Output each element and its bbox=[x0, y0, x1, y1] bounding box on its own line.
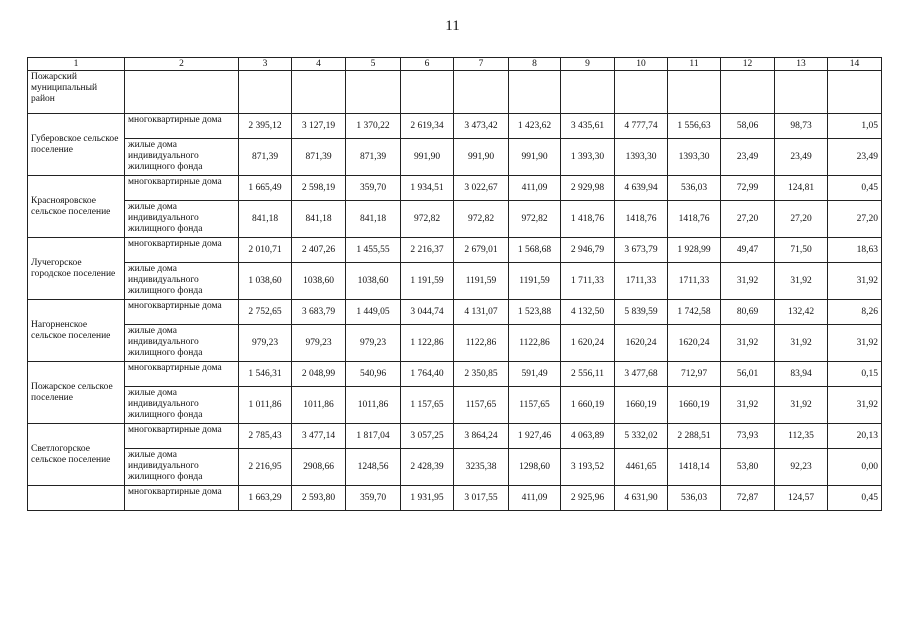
value-cell: 1 927,46 bbox=[509, 424, 561, 449]
value-cell: 23,49 bbox=[721, 139, 775, 176]
table-row bbox=[28, 387, 882, 424]
value-cell: 979,23 bbox=[239, 325, 292, 362]
value-cell: 1248,56 bbox=[346, 449, 401, 486]
value-cell: 1 038,60 bbox=[239, 263, 292, 300]
value-cell: 1011,86 bbox=[346, 387, 401, 424]
value-cell: 31,92 bbox=[721, 325, 775, 362]
table-row bbox=[28, 449, 882, 486]
value-cell: 53,80 bbox=[721, 449, 775, 486]
value-cell: 1620,24 bbox=[668, 325, 721, 362]
value-cell: 841,18 bbox=[292, 201, 346, 238]
value-cell: 0,00 bbox=[828, 449, 882, 486]
housing-type-cell: жилые дома индивидуального жилищного фонда bbox=[125, 325, 239, 362]
column-header: 10 bbox=[615, 58, 668, 71]
table-row bbox=[28, 263, 882, 300]
value-cell: 2 785,43 bbox=[239, 424, 292, 449]
value-cell: 1660,19 bbox=[615, 387, 668, 424]
value-cell: 1 931,95 bbox=[401, 486, 454, 511]
settlement-name-cell: Светлогорское сельское поселение bbox=[28, 424, 125, 486]
value-cell: 1418,76 bbox=[668, 201, 721, 238]
value-cell: 979,23 bbox=[292, 325, 346, 362]
value-cell: 871,39 bbox=[239, 139, 292, 176]
value-cell: 2 216,95 bbox=[239, 449, 292, 486]
value-cell: 1038,60 bbox=[346, 263, 401, 300]
value-cell: 359,70 bbox=[346, 486, 401, 511]
value-cell: 1 817,04 bbox=[346, 424, 401, 449]
value-cell: 991,90 bbox=[401, 139, 454, 176]
value-cell: 1,05 bbox=[828, 114, 882, 139]
value-cell: 1191,59 bbox=[454, 263, 509, 300]
value-cell: 2 679,01 bbox=[454, 238, 509, 263]
value-cell: 712,97 bbox=[668, 362, 721, 387]
column-header: 13 bbox=[775, 58, 828, 71]
value-cell: 3 473,42 bbox=[454, 114, 509, 139]
value-cell: 3 127,19 bbox=[292, 114, 346, 139]
value-cell: 3 673,79 bbox=[615, 238, 668, 263]
value-cell: 31,92 bbox=[828, 263, 882, 300]
value-cell: 3 683,79 bbox=[292, 300, 346, 325]
value-cell: 536,03 bbox=[668, 176, 721, 201]
district-cell: Пожарский муниципальный район bbox=[28, 71, 125, 114]
column-header: 11 bbox=[668, 58, 721, 71]
value-cell: 1298,60 bbox=[509, 449, 561, 486]
value-cell: 3 022,67 bbox=[454, 176, 509, 201]
table-row bbox=[28, 424, 882, 449]
value-cell: 3 477,14 bbox=[292, 424, 346, 449]
value-cell: 31,92 bbox=[775, 387, 828, 424]
value-cell: 2 929,98 bbox=[561, 176, 615, 201]
value-cell: 3 057,25 bbox=[401, 424, 454, 449]
value-cell: 72,99 bbox=[721, 176, 775, 201]
value-cell: 540,96 bbox=[346, 362, 401, 387]
value-cell: 1 455,55 bbox=[346, 238, 401, 263]
value-cell: 841,18 bbox=[239, 201, 292, 238]
value-cell: 1 620,24 bbox=[561, 325, 615, 362]
value-cell: 73,93 bbox=[721, 424, 775, 449]
column-header: 8 bbox=[509, 58, 561, 71]
value-cell: 80,69 bbox=[721, 300, 775, 325]
value-cell: 2 428,39 bbox=[401, 449, 454, 486]
value-cell: 2908,66 bbox=[292, 449, 346, 486]
value-cell: 591,49 bbox=[509, 362, 561, 387]
value-cell: 2 925,96 bbox=[561, 486, 615, 511]
value-cell: 1 711,33 bbox=[561, 263, 615, 300]
housing-type-cell: жилые дома индивидуального жилищного фонда bbox=[125, 449, 239, 486]
value-cell: 8,26 bbox=[828, 300, 882, 325]
table-row bbox=[28, 201, 882, 238]
value-cell: 124,57 bbox=[775, 486, 828, 511]
value-cell: 991,90 bbox=[454, 139, 509, 176]
value-cell: 3 044,74 bbox=[401, 300, 454, 325]
value-cell: 1 663,29 bbox=[239, 486, 292, 511]
value-cell: 2 350,85 bbox=[454, 362, 509, 387]
value-cell: 1 546,31 bbox=[239, 362, 292, 387]
value-cell: 132,42 bbox=[775, 300, 828, 325]
value-cell: 359,70 bbox=[346, 176, 401, 201]
housing-type-cell: многоквартирные дома bbox=[125, 486, 239, 511]
housing-type-cell: многоквартирные дома bbox=[125, 176, 239, 201]
settlement-name-cell: Губеровское сельское поселение bbox=[28, 114, 125, 176]
value-cell: 1 011,86 bbox=[239, 387, 292, 424]
value-cell: 1191,59 bbox=[509, 263, 561, 300]
value-cell: 0,45 bbox=[828, 176, 882, 201]
housing-type-cell: многоквартирные дома bbox=[125, 424, 239, 449]
value-cell: 3235,38 bbox=[454, 449, 509, 486]
column-header: 3 bbox=[239, 58, 292, 71]
housing-type-cell: жилые дома индивидуального жилищного фонда bbox=[125, 387, 239, 424]
value-cell: 4 131,07 bbox=[454, 300, 509, 325]
value-cell: 27,20 bbox=[721, 201, 775, 238]
table-row bbox=[28, 362, 882, 387]
value-cell: 1 418,76 bbox=[561, 201, 615, 238]
settlement-name-cell: Лучегорское городское поселение bbox=[28, 238, 125, 300]
value-cell: 1 742,58 bbox=[668, 300, 721, 325]
settlement-name-cell: Краснояровское сельское поселение bbox=[28, 176, 125, 238]
value-cell: 3 193,52 bbox=[561, 449, 615, 486]
value-cell: 31,92 bbox=[828, 325, 882, 362]
value-cell: 411,09 bbox=[509, 486, 561, 511]
value-cell: 1 665,49 bbox=[239, 176, 292, 201]
housing-type-cell: жилые дома индивидуального жилищного фонда bbox=[125, 263, 239, 300]
value-cell: 1 523,88 bbox=[509, 300, 561, 325]
value-cell: 31,92 bbox=[721, 387, 775, 424]
value-cell: 27,20 bbox=[828, 201, 882, 238]
value-cell: 1620,24 bbox=[615, 325, 668, 362]
value-cell: 71,50 bbox=[775, 238, 828, 263]
value-cell: 1 157,65 bbox=[401, 387, 454, 424]
value-cell: 23,49 bbox=[828, 139, 882, 176]
value-cell: 31,92 bbox=[721, 263, 775, 300]
value-cell: 991,90 bbox=[509, 139, 561, 176]
value-cell: 2 216,37 bbox=[401, 238, 454, 263]
table-row bbox=[28, 300, 882, 325]
page-number: 11 bbox=[445, 18, 460, 34]
value-cell: 972,82 bbox=[454, 201, 509, 238]
value-cell: 411,09 bbox=[509, 176, 561, 201]
column-header: 2 bbox=[125, 58, 239, 71]
value-cell: 1711,33 bbox=[668, 263, 721, 300]
value-cell: 4 132,50 bbox=[561, 300, 615, 325]
housing-type-cell: многоквартирные дома bbox=[125, 300, 239, 325]
value-cell: 1 370,22 bbox=[346, 114, 401, 139]
value-cell: 979,23 bbox=[346, 325, 401, 362]
column-header: 9 bbox=[561, 58, 615, 71]
value-cell: 1038,60 bbox=[292, 263, 346, 300]
value-cell: 1 764,40 bbox=[401, 362, 454, 387]
settlement-name-cell: Пожарское сельское поселение bbox=[28, 362, 125, 424]
value-cell: 98,73 bbox=[775, 114, 828, 139]
table-row bbox=[28, 325, 882, 362]
value-cell: 5 839,59 bbox=[615, 300, 668, 325]
settlement-name-cell bbox=[28, 486, 125, 511]
value-cell: 1 934,51 bbox=[401, 176, 454, 201]
value-cell: 3 435,61 bbox=[561, 114, 615, 139]
value-cell: 92,23 bbox=[775, 449, 828, 486]
value-cell: 4461,65 bbox=[615, 449, 668, 486]
value-cell: 49,47 bbox=[721, 238, 775, 263]
value-cell: 27,20 bbox=[775, 201, 828, 238]
value-cell: 112,35 bbox=[775, 424, 828, 449]
value-cell: 1 122,86 bbox=[401, 325, 454, 362]
value-cell: 1122,86 bbox=[509, 325, 561, 362]
value-cell: 4 063,89 bbox=[561, 424, 615, 449]
column-header: 5 bbox=[346, 58, 401, 71]
value-cell: 972,82 bbox=[509, 201, 561, 238]
table-row bbox=[28, 486, 882, 511]
value-cell: 58,06 bbox=[721, 114, 775, 139]
value-cell: 972,82 bbox=[401, 201, 454, 238]
value-cell: 31,92 bbox=[775, 325, 828, 362]
value-cell: 1 928,99 bbox=[668, 238, 721, 263]
value-cell: 4 639,94 bbox=[615, 176, 668, 201]
value-cell: 20,13 bbox=[828, 424, 882, 449]
value-cell: 31,92 bbox=[775, 263, 828, 300]
value-cell: 1 660,19 bbox=[561, 387, 615, 424]
housing-type-cell: многоквартирные дома bbox=[125, 238, 239, 263]
district-row bbox=[28, 71, 882, 114]
header-row bbox=[28, 58, 882, 71]
table-row bbox=[28, 238, 882, 263]
value-cell: 72,87 bbox=[721, 486, 775, 511]
value-cell: 1393,30 bbox=[668, 139, 721, 176]
value-cell: 2 010,71 bbox=[239, 238, 292, 263]
value-cell: 1157,65 bbox=[454, 387, 509, 424]
value-cell: 1157,65 bbox=[509, 387, 561, 424]
value-cell: 1 191,59 bbox=[401, 263, 454, 300]
value-cell: 1660,19 bbox=[668, 387, 721, 424]
value-cell: 2 048,99 bbox=[292, 362, 346, 387]
value-cell: 3 477,68 bbox=[615, 362, 668, 387]
value-cell: 4 777,74 bbox=[615, 114, 668, 139]
table-row bbox=[28, 176, 882, 201]
value-cell: 4 631,90 bbox=[615, 486, 668, 511]
housing-type-cell: жилые дома индивидуального жилищного фонда bbox=[125, 139, 239, 176]
value-cell: 1711,33 bbox=[615, 263, 668, 300]
value-cell: 871,39 bbox=[346, 139, 401, 176]
value-cell: 2 619,34 bbox=[401, 114, 454, 139]
value-cell: 1 423,62 bbox=[509, 114, 561, 139]
column-header: 7 bbox=[454, 58, 509, 71]
table-row bbox=[28, 114, 882, 139]
housing-type-cell: многоквартирные дома bbox=[125, 362, 239, 387]
settlement-name-cell: Нагорненское сельское поселение bbox=[28, 300, 125, 362]
value-cell: 5 332,02 bbox=[615, 424, 668, 449]
value-cell: 841,18 bbox=[346, 201, 401, 238]
value-cell: 0,15 bbox=[828, 362, 882, 387]
value-cell: 1011,86 bbox=[292, 387, 346, 424]
table-body bbox=[28, 58, 882, 511]
value-cell: 23,49 bbox=[775, 139, 828, 176]
value-cell: 31,92 bbox=[828, 387, 882, 424]
column-header: 14 bbox=[828, 58, 882, 71]
column-header: 4 bbox=[292, 58, 346, 71]
value-cell: 3 017,55 bbox=[454, 486, 509, 511]
value-cell: 3 864,24 bbox=[454, 424, 509, 449]
column-header: 1 bbox=[28, 58, 125, 71]
value-cell: 2 752,65 bbox=[239, 300, 292, 325]
column-header: 12 bbox=[721, 58, 775, 71]
value-cell: 1 449,05 bbox=[346, 300, 401, 325]
value-cell: 1 393,30 bbox=[561, 139, 615, 176]
value-cell: 1122,86 bbox=[454, 325, 509, 362]
value-cell: 1 568,68 bbox=[509, 238, 561, 263]
value-cell: 1418,14 bbox=[668, 449, 721, 486]
value-cell: 871,39 bbox=[292, 139, 346, 176]
value-cell: 1418,76 bbox=[615, 201, 668, 238]
value-cell: 124,81 bbox=[775, 176, 828, 201]
housing-type-cell: жилые дома индивидуального жилищного фонда bbox=[125, 201, 239, 238]
value-cell: 0,45 bbox=[828, 486, 882, 511]
tariff-table bbox=[27, 57, 882, 511]
value-cell: 2 407,26 bbox=[292, 238, 346, 263]
value-cell: 56,01 bbox=[721, 362, 775, 387]
value-cell: 2 395,12 bbox=[239, 114, 292, 139]
value-cell: 83,94 bbox=[775, 362, 828, 387]
value-cell: 1393,30 bbox=[615, 139, 668, 176]
housing-type-cell: многоквартирные дома bbox=[125, 114, 239, 139]
column-header: 6 bbox=[401, 58, 454, 71]
value-cell: 18,63 bbox=[828, 238, 882, 263]
value-cell: 2 288,51 bbox=[668, 424, 721, 449]
value-cell: 1 556,63 bbox=[668, 114, 721, 139]
value-cell: 2 556,11 bbox=[561, 362, 615, 387]
table-row bbox=[28, 139, 882, 176]
value-cell: 536,03 bbox=[668, 486, 721, 511]
value-cell: 2 593,80 bbox=[292, 486, 346, 511]
value-cell: 2 946,79 bbox=[561, 238, 615, 263]
value-cell: 2 598,19 bbox=[292, 176, 346, 201]
